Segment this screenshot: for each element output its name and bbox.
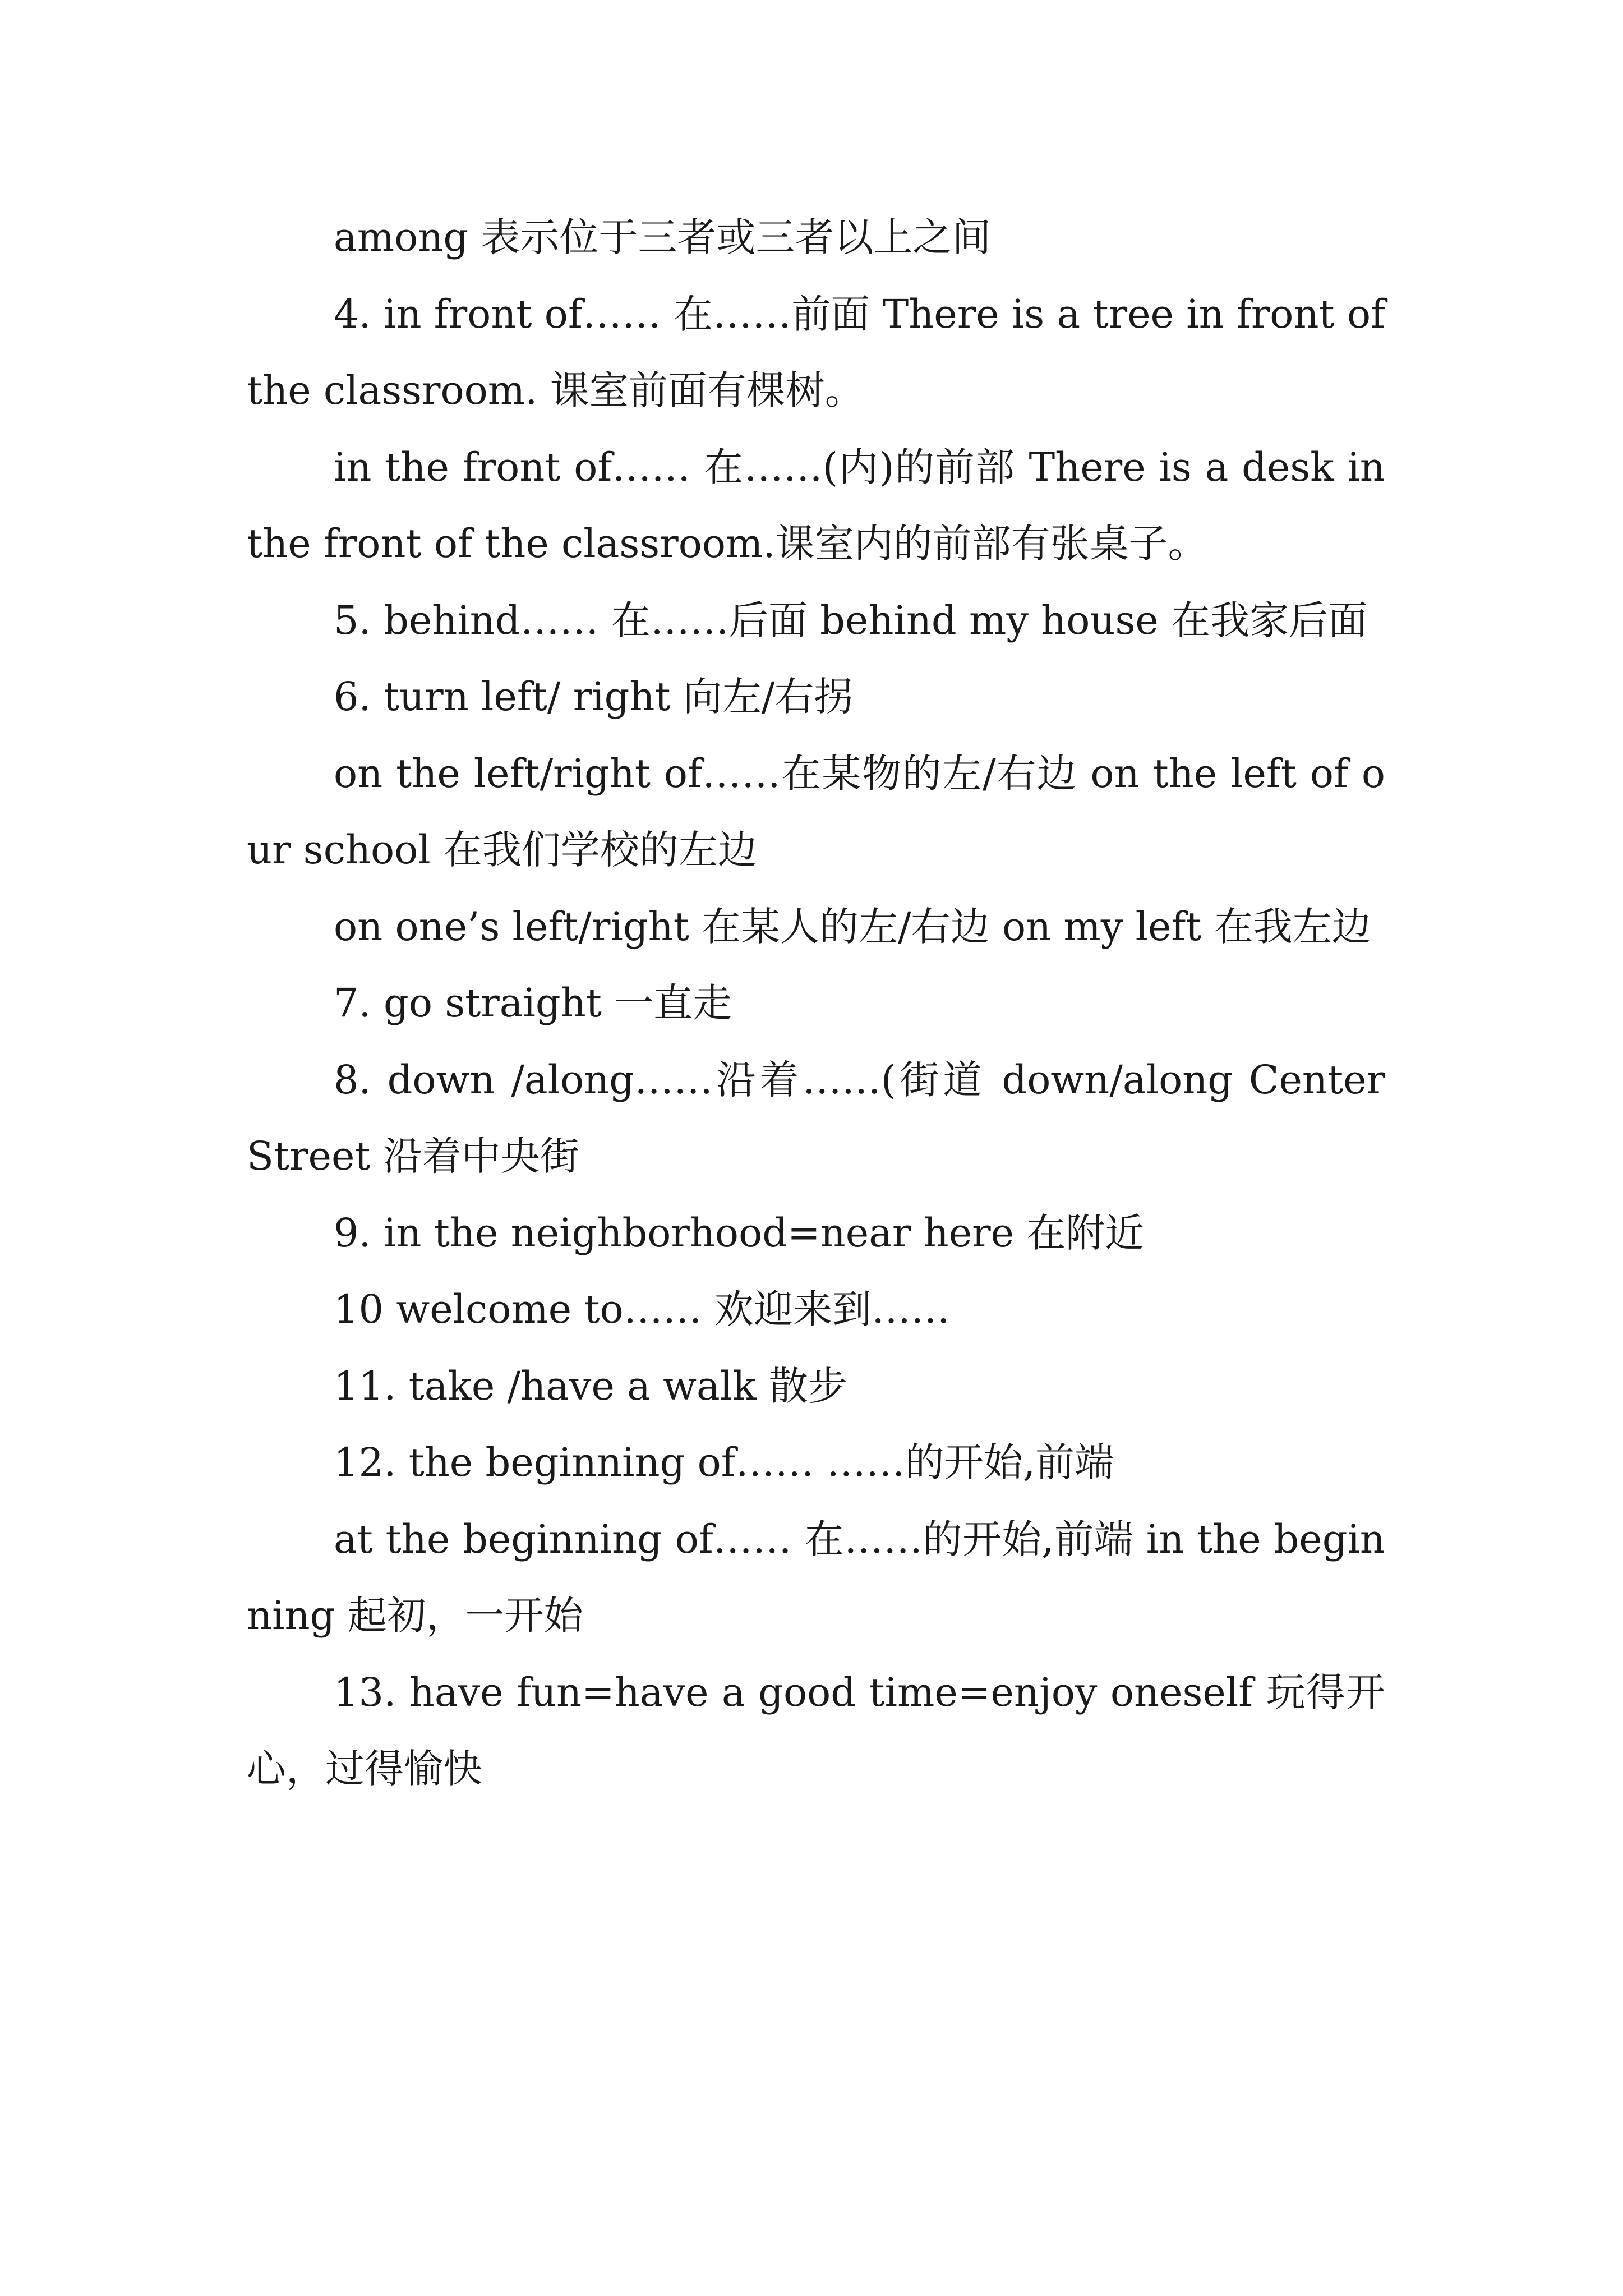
paragraph-item-10 [247,1271,1385,1348]
paragraph-text: 11. take /have a walk 散步 [334,1363,847,1409]
paragraph-text: 9. in the neighborhood=near here 在附近 [334,1209,1145,1256]
paragraph-text: on the left/right of……在某物的左/右边 on the left of our school 在我们学校的左边 [247,750,1385,873]
paragraph-among [247,199,1385,276]
paragraph-text: among 表示位于三者或三者以上之间 [334,214,992,260]
paragraph-text: at the beginning of…… 在……的开始,前端 in the beginning 起初，一开始 [247,1516,1385,1639]
paragraph-text: in the front of…… 在……(内)的前部 There is a desk in the front of the classroom.课室内的前部有张桌子。 [247,444,1385,567]
paragraph-text: 7. go straight 一直走 [334,980,732,1026]
paragraph-item-12 [247,1424,1385,1501]
document-body [247,199,1385,1807]
paragraph-text: 12. the beginning of…… ……的开始,前端 [334,1439,1114,1485]
paragraph-text: 13. have fun=have a good time=enjoy oneself 玩得开心，过得愉快 [247,1669,1385,1792]
paragraph-item-11 [247,1348,1385,1425]
paragraph-text: 8. down /along……沿着……(街道 down/along Center Street 沿着中央街 [247,1056,1385,1179]
paragraph-item-7 [247,965,1385,1042]
paragraph-item-4b [247,429,1385,582]
paragraph-text: 10 welcome to…… 欢迎来到…… [334,1286,950,1332]
paragraph-item-6b [247,735,1385,889]
paragraph-item-5 [247,582,1385,659]
paragraph-item-6 [247,659,1385,735]
paragraph-text: 4. in front of…… 在……前面 There is a tree in front of the classroom. 课室前面有棵树。 [247,291,1385,413]
paragraph-item-4 [247,276,1385,429]
paragraph-text: on one’s left/right 在某人的左/右边 on my left 在我左边 [334,903,1371,950]
paragraph-item-9 [247,1195,1385,1272]
paragraph-text: 6. turn left/ right 向左/右拐 [334,674,854,720]
paragraph-item-6c [247,889,1385,965]
paragraph-item-12b [247,1501,1385,1654]
paragraph-text: 5. behind…… 在……后面 behind my house 在我家后面 [334,597,1368,643]
paragraph-item-13 [247,1654,1385,1807]
paragraph-item-8 [247,1042,1385,1195]
